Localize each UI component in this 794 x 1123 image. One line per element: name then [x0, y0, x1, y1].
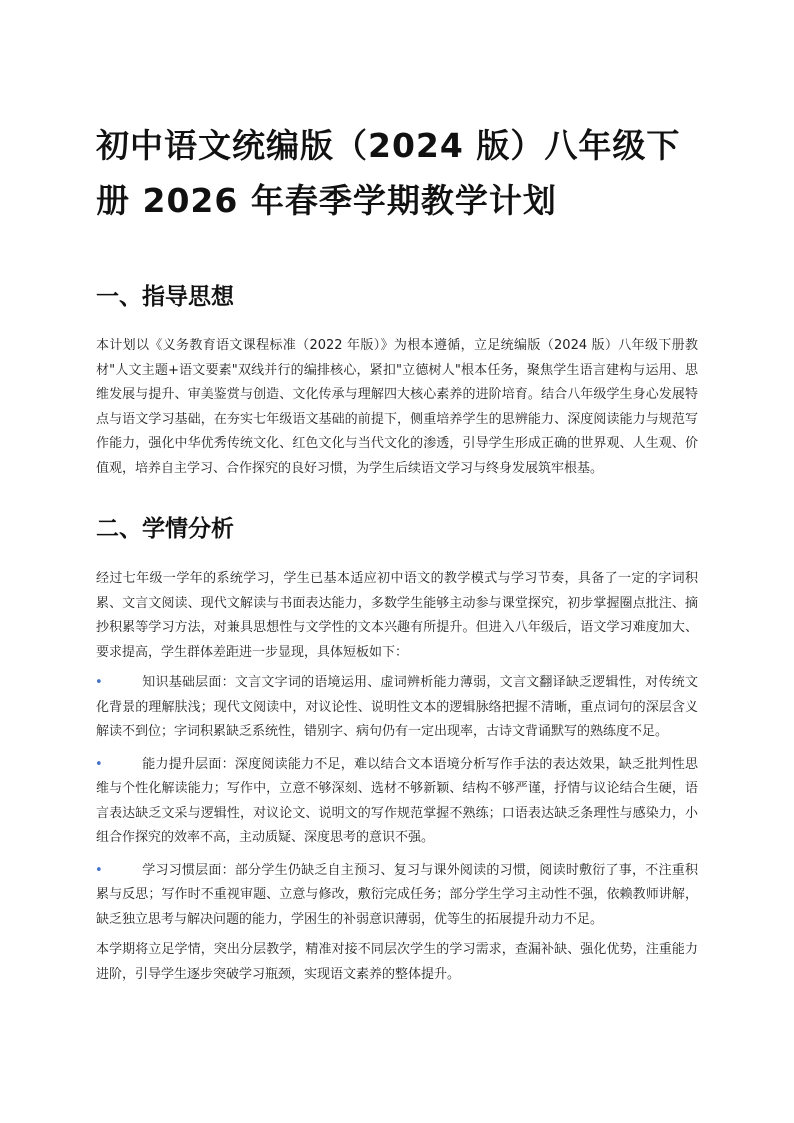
section-heading-guiding-ideology: 一、指导思想: [96, 284, 234, 310]
title-line-2: 册 2026 年春季学期教学计划: [96, 181, 557, 220]
bullet-rest-text: ，对传统文化背景的理解肤浅；现代文阅读中，对议论性、说明性文本的逻辑脉络把握不清晰，重点词句的深层含义解读不到位；字词积累缺乏系统性，错别字、病句仍有一定出现率，古诗文背诵默写的熟练度不足。: [96, 675, 698, 739]
section-heading-student-analysis: 二、学情分析: [96, 516, 234, 542]
bullet-rest-text: 乏批判性思维与个性化解读能力；写作中，立意不够深刻、选材不够新颖、结构不够严谨，抒情与议论结合生硬，语言表达缺乏文采与逻辑性，对议论文、说明文的写作规范掌握不熟练；口语表达缺乏条理性与感染力，小组合作探究的效率不高，主动质疑、深度思考的意识不强。: [96, 756, 698, 845]
bullet-item-ability: [96, 753, 698, 851]
document-title: [96, 118, 698, 228]
bullet-lead-text: 知识基础层面：文言文字词的语境运用、虚词辨析能力薄弱，文言文翻译缺乏逻辑性: [142, 675, 633, 690]
student-analysis-intro: 经过七年级一学年的系统学习，学生已基本适应初中语文的教学模式与学习节奏，具备了一定的字词积累、文言文阅读、现代文解读与书面表达能力，多数学生能够主动参与课堂探究，初步掌握圈点批注、摘抄积累等学习方法，对兼具思想性与文学性的文本兴趣有所提升。但进入八年级后，语文学习难度加大、要求提高，学生群体差距进一步显现，具体短板如下：: [96, 571, 698, 660]
bullet-item-knowledge: [96, 671, 698, 745]
bullet-dot-icon: •: [95, 862, 103, 878]
bullet-item-habits: [96, 859, 698, 933]
bullet-lead-text: 能力提升层面：深度阅读能力不足，难以结合文本语境分析写作手法的表达效果，缺: [142, 756, 633, 772]
bullet-rest-text: ，不注重积累与反思；写作时不重视审题、立意与修改，敷衍完成任务；部分学生学习主动性不强，依赖教师讲解，缺乏独立思考与解决问题的能力，学困生的补弱意识薄弱，优等生的拓展提升动力不足。: [96, 862, 698, 927]
bullet-lead-text: 学习习惯层面：部分学生仍缺乏自主预习、复习与课外阅读的习惯，阅读时敷衍了事: [142, 862, 633, 878]
weakness-bullet-list: [96, 671, 698, 932]
bullet-dot-icon: •: [95, 675, 103, 690]
student-analysis-closing: 本学期将立足学情，突出分层教学，精准对接不同层次学生的学习需求，查漏补缺、强化优势，注重能力进阶，引导学生逐步突破学习瓶颈，实现语文素养的整体提升。: [96, 942, 698, 982]
guiding-ideology-paragraph: 本计划以《义务教育语文课程标准（2022 年版）》为根本遵循，立足统编版（2024 版）八年级下册教材"人文主题+语文要素"双线并行的编排核心，紧扣"立德树人"根本任务，聚焦学生语言建构与运用、思维发展与提升、审美鉴赏与创造、文化传承与理解四大核心素养的进阶培育。结合八年级学生身心发展特点与语文学习基础，在夯实七年级语文基础的前提下，侧重培养学生的思辨能力、深度阅读能力与规范写作能力，强化中华优秀传统文化、红色文化与当代文化的渗透，引导学生形成正确的世界观、人生观、价值观，培养自主学习、合作探究的良好习惯，为学生后续语文学习与终身发展筑牢根基。: [96, 338, 698, 476]
title-line-1: 初中语文统编版（2024 版）八年级下: [96, 126, 681, 165]
bullet-dot-icon: •: [95, 756, 103, 772]
